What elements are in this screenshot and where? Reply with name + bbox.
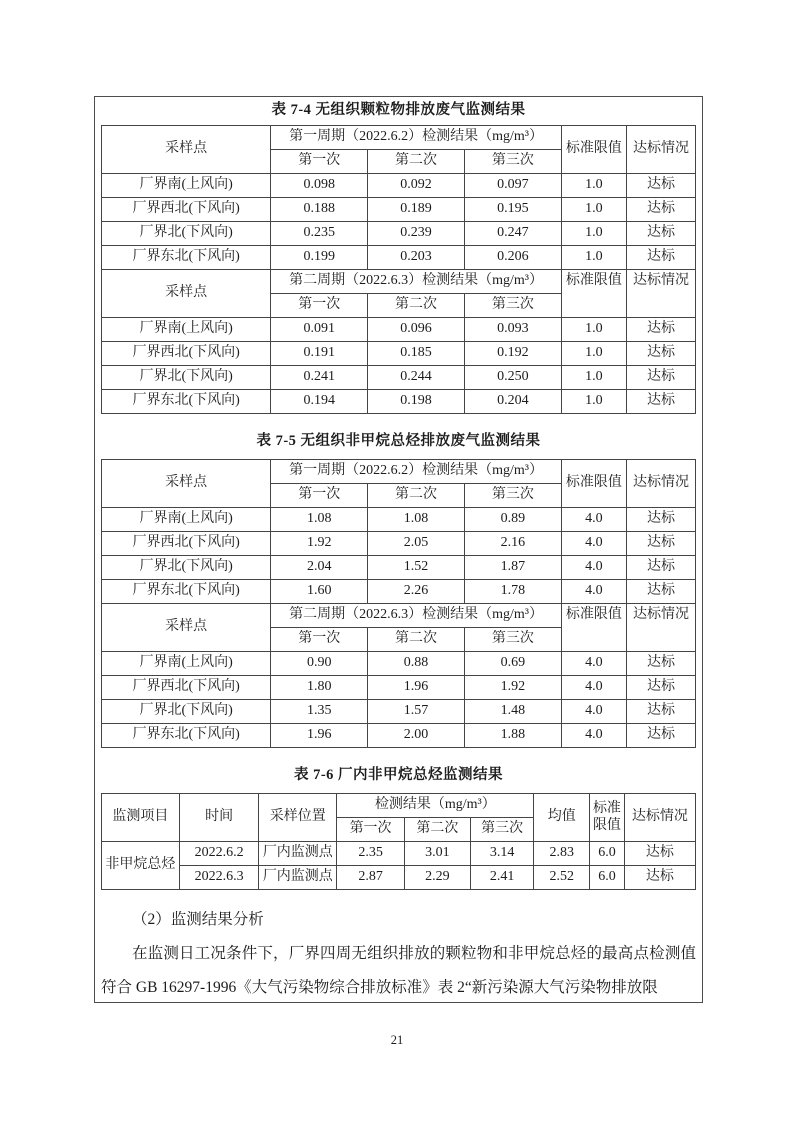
status-cell: 达标 [627,174,696,198]
value-cell: 0.091 [271,318,368,342]
table-header-row [102,794,696,818]
run2-header: 第二次 [368,484,465,508]
limit-cell: 4.0 [561,580,626,604]
run3-header: 第三次 [470,818,534,842]
table-row [102,390,696,414]
value-cell: 0.89 [464,508,561,532]
status-cell: 达标 [627,198,696,222]
value-cell: 0.096 [368,318,465,342]
limit-cell: 1.0 [561,318,626,342]
table-header-row [102,604,696,628]
result-header: 检测结果（mg/m³） [337,794,534,818]
status-cell: 达标 [627,390,696,414]
sample-point-cell: 厂界东北(下风向) [102,390,271,414]
sample-point-cell: 厂界南(上风向) [102,508,271,532]
period-header: 第二周期（2022.6.3）检测结果（mg/m³） [271,270,561,294]
time-header: 时间 [179,794,259,842]
run1-header: 第一次 [271,294,368,318]
sample-point-cell: 厂界西北(下风向) [102,342,271,366]
sample-point-cell: 厂界北(下风向) [102,700,271,724]
table-row [102,724,696,748]
location-cell: 厂内监测点 [259,866,337,890]
compliance-header: 达标情况 [627,604,696,652]
sample-point-cell: 厂界北(下风向) [102,222,271,246]
value-cell: 1.52 [368,556,465,580]
table-row [102,652,696,676]
run1-header: 第一次 [271,628,368,652]
value-cell: 0.198 [368,390,465,414]
value-cell: 0.189 [368,198,465,222]
table-7-4 [101,125,696,414]
status-cell: 达标 [627,318,696,342]
value-cell: 0.195 [464,198,561,222]
run1-header: 第一次 [271,484,368,508]
table-row [102,318,696,342]
table-7-6 [101,793,696,890]
status-cell: 达标 [627,342,696,366]
limit-cell: 1.0 [561,246,626,270]
sample-point-header: 采样点 [102,460,271,508]
sample-point-cell: 厂界东北(下风向) [102,724,271,748]
table-row [102,342,696,366]
table-header-row [102,460,696,484]
value-cell: 0.192 [464,342,561,366]
limit-cell: 6.0 [590,842,624,866]
table-row [102,700,696,724]
table-row [102,222,696,246]
analysis-heading: （2）监测结果分析 [132,911,264,928]
table-row [102,842,696,866]
table-row [102,246,696,270]
sample-point-cell: 厂界西北(下风向) [102,198,271,222]
value-cell: 0.204 [464,390,561,414]
sample-point-header: 采样点 [102,126,271,174]
limit-cell: 4.0 [561,532,626,556]
sample-point-cell: 厂界北(下风向) [102,556,271,580]
value-cell: 0.194 [271,390,368,414]
sample-point-cell: 厂界西北(下风向) [102,532,271,556]
run3-header: 第三次 [464,150,561,174]
status-cell: 达标 [627,700,696,724]
run3-header: 第三次 [464,628,561,652]
status-cell: 达标 [627,580,696,604]
value-cell: 0.097 [464,174,561,198]
value-cell: 0.092 [368,174,465,198]
sample-point-cell: 厂界西北(下风向) [102,676,271,700]
value-cell: 2.04 [271,556,368,580]
status-cell: 达标 [624,842,695,866]
sample-point-cell: 厂界南(上风向) [102,174,271,198]
value-cell: 1.96 [368,676,465,700]
table-7-5-title: 表 7-5 无组织非甲烷总烃排放废气监测结果 [256,433,541,449]
value-cell: 0.88 [368,652,465,676]
value-cell: 1.88 [464,724,561,748]
compliance-header: 达标情况 [627,270,696,318]
limit-cell: 4.0 [561,652,626,676]
sample-point-header: 采样点 [102,604,271,652]
status-cell: 达标 [627,532,696,556]
limit-header: 标准限值 [590,794,624,842]
value-cell: 2.35 [337,842,405,866]
mean-header: 均值 [534,794,590,842]
limit-header: 标准限值 [561,604,626,652]
table-7-5 [101,459,696,748]
limit-cell: 4.0 [561,676,626,700]
status-cell: 达标 [627,556,696,580]
table-row [102,508,696,532]
value-cell: 3.01 [404,842,470,866]
table-header-row [102,270,696,294]
table-row [102,556,696,580]
table-row [102,366,696,390]
value-cell: 0.191 [271,342,368,366]
status-cell: 达标 [624,866,695,890]
value-cell: 1.48 [464,700,561,724]
value-cell: 1.96 [271,724,368,748]
value-cell: 0.239 [368,222,465,246]
run3-header: 第三次 [464,484,561,508]
value-cell: 2.29 [404,866,470,890]
sample-point-cell: 厂界东北(下风向) [102,580,271,604]
value-cell: 2.16 [464,532,561,556]
item-header: 监测项目 [102,794,180,842]
limit-cell: 4.0 [561,508,626,532]
sample-point-cell: 厂界东北(下风向) [102,246,271,270]
status-cell: 达标 [627,652,696,676]
value-cell: 0.206 [464,246,561,270]
table-row [102,532,696,556]
value-cell: 2.26 [368,580,465,604]
value-cell: 2.05 [368,532,465,556]
value-cell: 1.35 [271,700,368,724]
limit-cell: 4.0 [561,556,626,580]
analysis-body: 在监测日工况条件下，厂界四周无组织排放的颗粒物和非甲烷总烃的最高点检测值符合 GB 16297-1996《大气污染物综合排放标准》表 2“新污染源大气污染物排放限 [101,945,696,996]
item-cell: 非甲烷总烃 [102,842,180,890]
value-cell: 2.41 [470,866,534,890]
limit-cell: 6.0 [590,866,624,890]
table-row [102,174,696,198]
value-cell: 0.241 [271,366,368,390]
limit-cell: 1.0 [561,198,626,222]
status-cell: 达标 [627,246,696,270]
value-cell: 0.250 [464,366,561,390]
table-row [102,866,696,890]
table-row [102,580,696,604]
sample-point-header: 采样点 [102,270,271,318]
time-cell: 2022.6.2 [179,842,259,866]
limit-cell: 1.0 [561,174,626,198]
value-cell: 1.57 [368,700,465,724]
status-cell: 达标 [627,366,696,390]
value-cell: 1.08 [271,508,368,532]
sample-point-cell: 厂界南(上风向) [102,318,271,342]
mean-cell: 2.52 [534,866,590,890]
period-header: 第一周期（2022.6.2）检测结果（mg/m³） [271,460,561,484]
run2-header: 第二次 [368,628,465,652]
value-cell: 1.87 [464,556,561,580]
sample-point-cell: 厂界北(下风向) [102,366,271,390]
limit-cell: 1.0 [561,366,626,390]
value-cell: 2.87 [337,866,405,890]
compliance-header: 达标情况 [627,126,696,174]
value-cell: 0.093 [464,318,561,342]
limit-header: 标准限值 [561,270,626,318]
limit-header: 标准限值 [561,460,626,508]
limit-header: 标准限值 [561,126,626,174]
location-cell: 厂内监测点 [259,842,337,866]
limit-cell: 1.0 [561,222,626,246]
value-cell: 0.90 [271,652,368,676]
value-cell: 1.80 [271,676,368,700]
mean-cell: 2.83 [534,842,590,866]
status-cell: 达标 [627,724,696,748]
value-cell: 0.244 [368,366,465,390]
limit-cell: 4.0 [561,724,626,748]
sample-point-cell: 厂界南(上风向) [102,652,271,676]
location-header: 采样位置 [259,794,337,842]
value-cell: 1.92 [464,676,561,700]
value-cell: 0.235 [271,222,368,246]
status-cell: 达标 [627,222,696,246]
value-cell: 0.188 [271,198,368,222]
run2-header: 第二次 [404,818,470,842]
value-cell: 0.203 [368,246,465,270]
run2-header: 第二次 [368,294,465,318]
value-cell: 2.00 [368,724,465,748]
value-cell: 0.69 [464,652,561,676]
table-row [102,676,696,700]
time-cell: 2022.6.3 [179,866,259,890]
run1-header: 第一次 [337,818,405,842]
value-cell: 0.098 [271,174,368,198]
page-number: 21 [390,1033,404,1047]
limit-cell: 1.0 [561,390,626,414]
limit-cell: 1.0 [561,342,626,366]
status-cell: 达标 [627,508,696,532]
limit-cell: 4.0 [561,700,626,724]
value-cell: 1.08 [368,508,465,532]
value-cell: 1.60 [271,580,368,604]
table-row [102,198,696,222]
analysis-section [101,903,696,1005]
compliance-header: 达标情况 [627,460,696,508]
run3-header: 第三次 [464,294,561,318]
compliance-header: 达标情况 [624,794,695,842]
value-cell: 3.14 [470,842,534,866]
run2-header: 第二次 [368,150,465,174]
value-cell: 0.247 [464,222,561,246]
period-header: 第一周期（2022.6.2）检测结果（mg/m³） [271,126,561,150]
table-header-row [102,126,696,150]
table-7-4-title: 表 7-4 无组织颗粒物排放废气监测结果 [271,102,526,118]
run1-header: 第一次 [271,150,368,174]
value-cell: 1.92 [271,532,368,556]
value-cell: 0.199 [271,246,368,270]
value-cell: 1.78 [464,580,561,604]
value-cell: 0.185 [368,342,465,366]
status-cell: 达标 [627,676,696,700]
table-7-6-title: 表 7-6 厂内非甲烷总烃监测结果 [293,767,504,783]
period-header: 第二周期（2022.6.3）检测结果（mg/m³） [271,604,561,628]
page-content-border [94,96,703,1003]
